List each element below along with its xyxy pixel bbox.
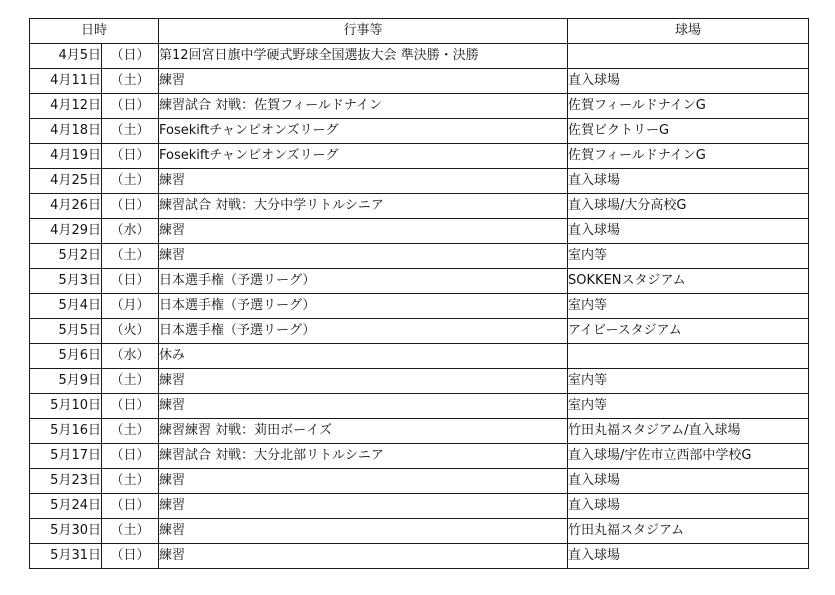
weekday-cell: （水） bbox=[102, 344, 159, 369]
date-cell: 4月29日 bbox=[30, 219, 102, 244]
date-cell: 5月17日 bbox=[30, 444, 102, 469]
venue-cell: アイビースタジアム bbox=[568, 319, 809, 344]
table-row bbox=[30, 294, 809, 319]
date-cell: 5月9日 bbox=[30, 369, 102, 394]
event-cell: 練習試合 対戦：大分北部リトルシニア bbox=[159, 444, 568, 469]
table-row bbox=[30, 419, 809, 444]
weekday-cell: （土） bbox=[102, 169, 159, 194]
table-row bbox=[30, 219, 809, 244]
event-cell: 練習試合 対戦：大分中学リトルシニア bbox=[159, 194, 568, 219]
date-cell: 5月6日 bbox=[30, 344, 102, 369]
venue-cell bbox=[568, 344, 809, 369]
venue-cell: 直入球場 bbox=[568, 69, 809, 94]
event-cell: 練習 bbox=[159, 69, 568, 94]
event-cell: 練習 bbox=[159, 494, 568, 519]
schedule-table bbox=[29, 18, 809, 569]
weekday-cell: （日） bbox=[102, 194, 159, 219]
table-row bbox=[30, 469, 809, 494]
table-row bbox=[30, 69, 809, 94]
date-cell: 5月30日 bbox=[30, 519, 102, 544]
venue-cell: 直入球場 bbox=[568, 469, 809, 494]
event-cell: 練習 bbox=[159, 394, 568, 419]
date-cell: 4月18日 bbox=[30, 119, 102, 144]
schedule-header bbox=[30, 19, 809, 44]
event-cell: 練習練習 対戦：苅田ボーイズ bbox=[159, 419, 568, 444]
venue-cell: 直入球場 bbox=[568, 494, 809, 519]
weekday-cell: （日） bbox=[102, 394, 159, 419]
table-row bbox=[30, 319, 809, 344]
event-cell: 練習 bbox=[159, 369, 568, 394]
weekday-cell: （日） bbox=[102, 544, 159, 569]
date-cell: 4月26日 bbox=[30, 194, 102, 219]
header-venue: 球場 bbox=[568, 19, 809, 44]
date-cell: 4月12日 bbox=[30, 94, 102, 119]
weekday-cell: （日） bbox=[102, 144, 159, 169]
table-row bbox=[30, 519, 809, 544]
event-cell: 第12回宮日旗中学硬式野球全国選抜大会 準決勝・決勝 bbox=[159, 44, 568, 69]
event-cell: Fosekiftチャンピオンズリーグ bbox=[159, 144, 568, 169]
event-cell: 日本選手権（予選リーグ） bbox=[159, 294, 568, 319]
weekday-cell: （日） bbox=[102, 269, 159, 294]
event-cell: 日本選手権（予選リーグ） bbox=[159, 319, 568, 344]
venue-cell: 室内等 bbox=[568, 244, 809, 269]
table-row bbox=[30, 494, 809, 519]
venue-cell: 直入球場/大分高校G bbox=[568, 194, 809, 219]
date-cell: 5月2日 bbox=[30, 244, 102, 269]
date-cell: 4月19日 bbox=[30, 144, 102, 169]
venue-cell: 室内等 bbox=[568, 369, 809, 394]
event-cell: 練習 bbox=[159, 544, 568, 569]
venue-cell: 直入球場 bbox=[568, 169, 809, 194]
date-cell: 4月25日 bbox=[30, 169, 102, 194]
venue-cell: 竹田丸福スタジアム bbox=[568, 519, 809, 544]
venue-cell: 室内等 bbox=[568, 394, 809, 419]
weekday-cell: （土） bbox=[102, 419, 159, 444]
table-row bbox=[30, 244, 809, 269]
event-cell: 練習 bbox=[159, 244, 568, 269]
weekday-cell: （土） bbox=[102, 69, 159, 94]
table-row bbox=[30, 44, 809, 69]
table-row bbox=[30, 444, 809, 469]
venue-cell: 直入球場/宇佐市立西部中学校G bbox=[568, 444, 809, 469]
weekday-cell: （日） bbox=[102, 94, 159, 119]
event-cell: 日本選手権（予選リーグ） bbox=[159, 269, 568, 294]
venue-cell: 直入球場 bbox=[568, 544, 809, 569]
date-cell: 5月5日 bbox=[30, 319, 102, 344]
weekday-cell: （日） bbox=[102, 444, 159, 469]
table-row bbox=[30, 94, 809, 119]
weekday-cell: （月） bbox=[102, 294, 159, 319]
table-row bbox=[30, 544, 809, 569]
venue-cell: 佐賀フィールドナインG bbox=[568, 94, 809, 119]
date-cell: 5月23日 bbox=[30, 469, 102, 494]
schedule-body bbox=[30, 44, 809, 569]
date-cell: 5月31日 bbox=[30, 544, 102, 569]
weekday-cell: （日） bbox=[102, 44, 159, 69]
event-cell: Fosekiftチャンピオンズリーグ bbox=[159, 119, 568, 144]
event-cell: 練習 bbox=[159, 169, 568, 194]
venue-cell: 竹田丸福スタジアム/直入球場 bbox=[568, 419, 809, 444]
table-row bbox=[30, 369, 809, 394]
event-cell: 休み bbox=[159, 344, 568, 369]
date-cell: 5月4日 bbox=[30, 294, 102, 319]
table-row bbox=[30, 269, 809, 294]
venue-cell: SOKKENスタジアム bbox=[568, 269, 809, 294]
table-row bbox=[30, 394, 809, 419]
date-cell: 5月16日 bbox=[30, 419, 102, 444]
event-cell: 練習 bbox=[159, 519, 568, 544]
event-cell: 練習 bbox=[159, 469, 568, 494]
weekday-cell: （土） bbox=[102, 244, 159, 269]
table-row bbox=[30, 169, 809, 194]
table-row bbox=[30, 144, 809, 169]
header-event: 行事等 bbox=[159, 19, 568, 44]
venue-cell: 佐賀ビクトリーG bbox=[568, 119, 809, 144]
venue-cell: 直入球場 bbox=[568, 219, 809, 244]
date-cell: 5月10日 bbox=[30, 394, 102, 419]
date-cell: 4月11日 bbox=[30, 69, 102, 94]
table-row bbox=[30, 119, 809, 144]
table-row bbox=[30, 194, 809, 219]
weekday-cell: （土） bbox=[102, 519, 159, 544]
weekday-cell: （土） bbox=[102, 369, 159, 394]
table-row bbox=[30, 344, 809, 369]
date-cell: 4月5日 bbox=[30, 44, 102, 69]
date-cell: 5月3日 bbox=[30, 269, 102, 294]
weekday-cell: （土） bbox=[102, 119, 159, 144]
weekday-cell: （日） bbox=[102, 494, 159, 519]
header-datetime: 日時 bbox=[30, 19, 159, 44]
event-cell: 練習 bbox=[159, 219, 568, 244]
venue-cell: 佐賀フィールドナインG bbox=[568, 144, 809, 169]
date-cell: 5月24日 bbox=[30, 494, 102, 519]
weekday-cell: （火） bbox=[102, 319, 159, 344]
venue-cell bbox=[568, 44, 809, 69]
event-cell: 練習試合 対戦：佐賀フィールドナイン bbox=[159, 94, 568, 119]
venue-cell: 室内等 bbox=[568, 294, 809, 319]
weekday-cell: （土） bbox=[102, 469, 159, 494]
weekday-cell: （水） bbox=[102, 219, 159, 244]
header-row bbox=[30, 19, 809, 44]
